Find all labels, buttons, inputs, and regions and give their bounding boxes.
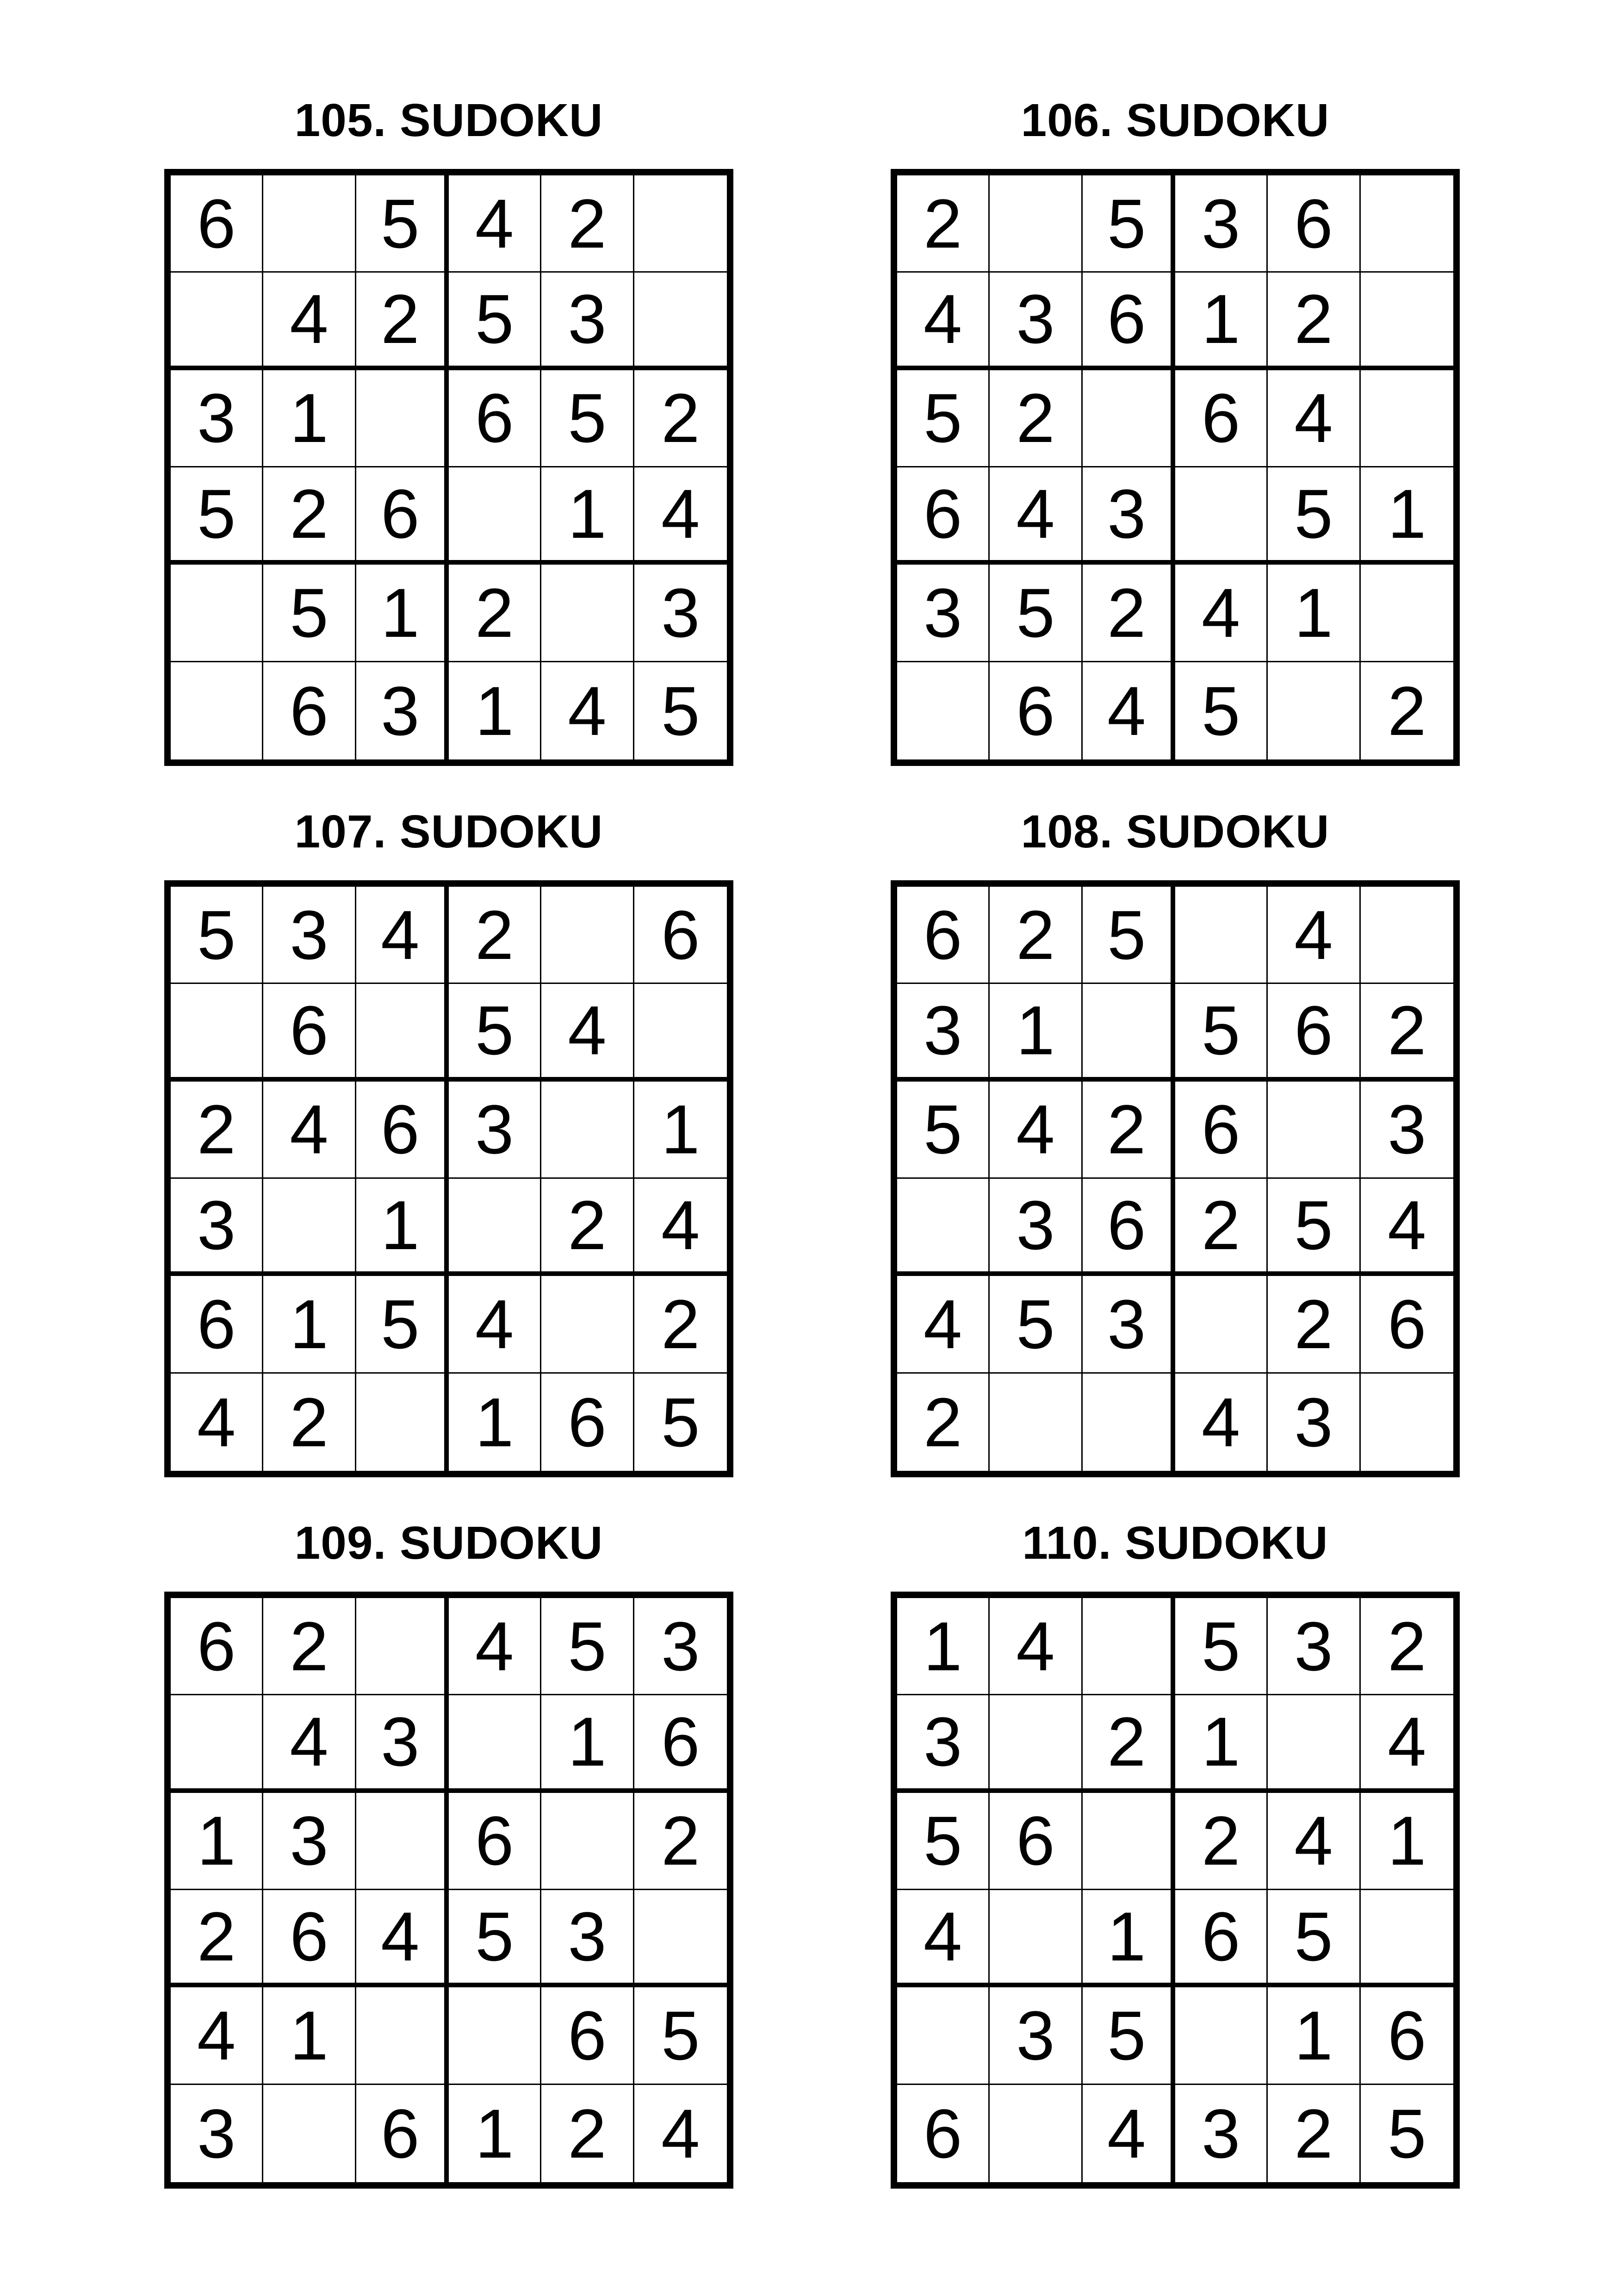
sudoku-cell[interactable]: 2 <box>1268 273 1360 370</box>
sudoku-cell[interactable] <box>1361 175 1453 273</box>
sudoku-cell[interactable]: 1 <box>1361 467 1453 565</box>
sudoku-cell[interactable]: 2 <box>990 370 1082 467</box>
sudoku-cell[interactable]: 2 <box>634 370 727 467</box>
sudoku-cell[interactable]: 2 <box>263 1598 356 1695</box>
sudoku-cell[interactable]: 4 <box>1361 1179 1453 1276</box>
sudoku-cell[interactable]: 6 <box>990 662 1082 759</box>
sudoku-cell[interactable] <box>263 2085 356 2182</box>
sudoku-cell[interactable]: 3 <box>990 273 1082 370</box>
sudoku-cell[interactable]: 4 <box>263 1082 356 1179</box>
sudoku-cell[interactable]: 4 <box>990 1082 1082 1179</box>
sudoku-cell[interactable] <box>263 1179 356 1276</box>
sudoku-cell[interactable]: 3 <box>171 2085 263 2182</box>
sudoku-cell[interactable]: 4 <box>634 1179 727 1276</box>
sudoku-grid <box>164 1592 733 2189</box>
sudoku-cell[interactable] <box>541 565 634 662</box>
sudoku-cell[interactable]: 6 <box>897 887 990 984</box>
sudoku-cell[interactable]: 2 <box>897 175 990 273</box>
sudoku-cell[interactable]: 5 <box>449 1890 541 1987</box>
sudoku-grid <box>164 169 733 766</box>
sudoku-cell[interactable] <box>541 1793 634 1890</box>
sudoku-cell[interactable]: 5 <box>263 565 356 662</box>
sudoku-cell[interactable]: 3 <box>1268 1374 1360 1471</box>
sudoku-cell[interactable]: 6 <box>171 1598 263 1695</box>
sudoku-cell[interactable]: 2 <box>171 1082 263 1179</box>
sudoku-cell[interactable]: 1 <box>990 984 1082 1081</box>
sudoku-cell[interactable]: 1 <box>263 1987 356 2084</box>
sudoku-cell[interactable] <box>449 1179 541 1276</box>
sudoku-cell[interactable] <box>1175 467 1268 565</box>
sudoku-cell[interactable]: 2 <box>634 1793 727 1890</box>
sudoku-cell[interactable]: 5 <box>897 1793 990 1890</box>
sudoku-cell[interactable]: 2 <box>1268 2085 1360 2182</box>
sudoku-cell[interactable]: 2 <box>1083 565 1175 662</box>
sudoku-cell[interactable]: 3 <box>897 565 990 662</box>
sudoku-cell[interactable] <box>356 370 449 467</box>
sudoku-cell[interactable]: 5 <box>1175 662 1268 759</box>
sudoku-cell[interactable]: 4 <box>1175 565 1268 662</box>
sudoku-cell[interactable] <box>634 1890 727 1987</box>
sudoku-cell[interactable]: 5 <box>897 1082 990 1179</box>
sudoku-cell[interactable] <box>356 1793 449 1890</box>
sudoku-cell[interactable] <box>1268 1082 1360 1179</box>
sudoku-cell[interactable] <box>1361 565 1453 662</box>
sudoku-cell[interactable]: 5 <box>634 1987 727 2084</box>
puzzle-title: 106. SUDOKU <box>1021 94 1330 146</box>
sudoku-cell[interactable]: 3 <box>356 662 449 759</box>
sudoku-cell[interactable] <box>171 984 263 1081</box>
sudoku-cell[interactable]: 3 <box>897 1695 990 1792</box>
sudoku-cell[interactable]: 1 <box>449 2085 541 2182</box>
sudoku-cell[interactable] <box>1175 887 1268 984</box>
sudoku-cell[interactable]: 1 <box>1175 273 1268 370</box>
sudoku-cell[interactable]: 3 <box>990 1179 1082 1276</box>
sudoku-cell[interactable]: 5 <box>1388 2094 1426 2172</box>
sudoku-cell[interactable]: 4 <box>990 1598 1082 1695</box>
sudoku-cell[interactable]: 1 <box>356 565 449 662</box>
sudoku-cell[interactable]: 2 <box>897 1374 990 1471</box>
sudoku-cell[interactable] <box>1361 887 1453 984</box>
sudoku-cell[interactable] <box>990 1695 1082 1792</box>
puzzle-title: 109. SUDOKU <box>294 1517 603 1569</box>
sudoku-cell[interactable] <box>1083 1374 1175 1471</box>
sudoku-cell[interactable]: 1 <box>1268 565 1360 662</box>
sudoku-cell[interactable]: 2 <box>263 467 356 565</box>
sudoku-cell[interactable]: 3 <box>897 984 990 1081</box>
sudoku-grid <box>164 880 733 1477</box>
sudoku-cell[interactable] <box>990 175 1082 273</box>
sudoku-cell[interactable]: 2 <box>541 2085 634 2182</box>
sudoku-cell[interactable]: 4 <box>661 2094 700 2172</box>
sudoku-cell[interactable]: 4 <box>897 1890 990 1987</box>
sudoku-cell[interactable]: 2 <box>634 1276 727 1373</box>
sudoku-cell[interactable]: 4 <box>449 1276 541 1373</box>
sudoku-cell[interactable]: 1 <box>356 1179 449 1276</box>
sudoku-cell[interactable]: 2 <box>1083 1695 1175 1792</box>
sudoku-cell[interactable] <box>171 273 263 370</box>
sudoku-cell[interactable]: 6 <box>541 1987 634 2084</box>
sudoku-cell[interactable]: 6 <box>1083 273 1175 370</box>
sudoku-cell[interactable]: 5 <box>356 1276 449 1373</box>
sudoku-cell[interactable]: 5 <box>661 672 700 750</box>
sudoku-cell[interactable]: 5 <box>541 370 634 467</box>
sudoku-cell[interactable]: 1 <box>171 1793 263 1890</box>
sudoku-cell[interactable] <box>356 1374 449 1471</box>
sudoku-cell[interactable] <box>356 984 449 1081</box>
sudoku-cell[interactable]: 1 <box>541 1695 634 1792</box>
sudoku-cell[interactable]: 5 <box>1083 175 1175 273</box>
sudoku-cell[interactable]: 5 <box>1268 467 1360 565</box>
sudoku-cell[interactable] <box>1268 662 1360 759</box>
sudoku-cell[interactable]: 2 <box>171 1890 263 1987</box>
sudoku-cell[interactable]: 3 <box>171 1179 263 1276</box>
sudoku-cell[interactable] <box>897 1179 990 1276</box>
sudoku-cell[interactable]: 2 <box>449 565 541 662</box>
sudoku-cell[interactable] <box>1361 273 1453 370</box>
sudoku-cell[interactable]: 6 <box>1361 1987 1453 2084</box>
sudoku-cell[interactable]: 2 <box>1175 1793 1268 1890</box>
sudoku-cell[interactable]: 6 <box>449 1793 541 1890</box>
sudoku-cell[interactable]: 6 <box>356 1082 449 1179</box>
sudoku-cell[interactable]: 2 <box>356 273 449 370</box>
sudoku-cell[interactable]: 5 <box>449 984 541 1081</box>
sudoku-cell[interactable]: 3 <box>634 565 727 662</box>
sudoku-cell[interactable] <box>541 1276 634 1373</box>
sudoku-cell[interactable]: 5 <box>541 1598 634 1695</box>
sudoku-cell[interactable] <box>897 1987 990 2084</box>
sudoku-grid <box>891 169 1460 766</box>
sudoku-cell[interactable] <box>634 175 727 273</box>
sudoku-cell[interactable]: 3 <box>171 370 263 467</box>
sudoku-grid <box>891 1592 1460 2189</box>
sudoku-cell[interactable]: 1 <box>634 1082 727 1179</box>
sudoku-cell[interactable]: 3 <box>990 1987 1082 2084</box>
sudoku-cell[interactable]: 2 <box>1361 1598 1453 1695</box>
sudoku-cell[interactable]: 6 <box>263 1890 356 1987</box>
sudoku-cell[interactable]: 3 <box>263 887 356 984</box>
sudoku-cell[interactable]: 6 <box>634 887 727 984</box>
sudoku-cell[interactable]: 6 <box>1268 984 1360 1081</box>
sudoku-cell[interactable]: 3 <box>449 1082 541 1179</box>
sudoku-cell[interactable]: 6 <box>263 984 356 1081</box>
sudoku-cell[interactable]: 4 <box>990 467 1082 565</box>
sudoku-cell[interactable]: 2 <box>1083 1082 1175 1179</box>
sudoku-cell[interactable]: 4 <box>1268 1793 1360 1890</box>
sudoku-cell[interactable]: 4 <box>356 1890 449 1987</box>
sudoku-cell[interactable]: 6 <box>1175 370 1268 467</box>
sudoku-cell[interactable] <box>171 565 263 662</box>
sudoku-cell[interactable] <box>1361 1374 1453 1471</box>
sudoku-cell[interactable]: 4 <box>356 887 449 984</box>
sudoku-cell[interactable] <box>897 662 990 759</box>
sudoku-cell[interactable]: 6 <box>171 1276 263 1373</box>
sudoku-cell[interactable]: 2 <box>263 1374 356 1471</box>
sudoku-cell[interactable]: 4 <box>897 1276 990 1373</box>
sudoku-cell[interactable]: 4 <box>1083 662 1175 759</box>
sudoku-cell[interactable]: 6 <box>1083 1179 1175 1276</box>
sudoku-cell[interactable] <box>449 1695 541 1792</box>
sudoku-cell[interactable] <box>1175 1276 1268 1373</box>
sudoku-cell[interactable]: 4 <box>541 662 634 759</box>
sudoku-cell[interactable] <box>990 1890 1082 1987</box>
sudoku-cell[interactable]: 6 <box>171 175 263 273</box>
sudoku-cell[interactable] <box>634 273 727 370</box>
sudoku-cell[interactable]: 6 <box>1268 175 1360 273</box>
sudoku-cell[interactable]: 1 <box>1361 1793 1453 1890</box>
sudoku-cell[interactable]: 1 <box>541 467 634 565</box>
sudoku-cell[interactable]: 4 <box>1083 2085 1175 2182</box>
sudoku-cell[interactable]: 6 <box>356 467 449 565</box>
sudoku-cell[interactable]: 4 <box>263 273 356 370</box>
puzzle-title: 110. SUDOKU <box>1022 1517 1328 1569</box>
sudoku-cell[interactable]: 5 <box>1083 887 1175 984</box>
sudoku-cell[interactable] <box>541 887 634 984</box>
sudoku-cell[interactable]: 4 <box>449 175 541 273</box>
sudoku-cell[interactable]: 4 <box>263 1695 356 1792</box>
sudoku-cell[interactable] <box>1083 984 1175 1081</box>
sudoku-cell[interactable] <box>449 467 541 565</box>
sudoku-cell[interactable]: 4 <box>171 1987 263 2084</box>
sudoku-cell[interactable]: 3 <box>1083 467 1175 565</box>
sudoku-cell[interactable]: 5 <box>1268 1890 1360 1987</box>
sudoku-cell[interactable]: 1 <box>1083 1890 1175 1987</box>
sudoku-cell[interactable]: 6 <box>541 1374 634 1471</box>
sudoku-cell[interactable]: 2 <box>1361 984 1453 1081</box>
sudoku-cell[interactable]: 5 <box>449 273 541 370</box>
sudoku-cell[interactable]: 5 <box>171 887 263 984</box>
sudoku-cell[interactable]: 3 <box>1175 2085 1268 2182</box>
sudoku-cell[interactable]: 4 <box>449 1598 541 1695</box>
sudoku-cell[interactable] <box>449 1987 541 2084</box>
puzzle-title: 105. SUDOKU <box>294 94 603 146</box>
sudoku-cell[interactable]: 5 <box>1268 1179 1360 1276</box>
sudoku-cell[interactable]: 5 <box>1083 1987 1175 2084</box>
sudoku-cell[interactable] <box>990 2085 1082 2182</box>
sudoku-cell[interactable]: 4 <box>1268 887 1360 984</box>
sudoku-cell[interactable]: 3 <box>1175 175 1268 273</box>
puzzle-title: 108. SUDOKU <box>1021 806 1330 858</box>
sudoku-cell[interactable] <box>263 175 356 273</box>
sudoku-cell[interactable] <box>541 1082 634 1179</box>
sudoku-cell[interactable]: 1 <box>449 1374 541 1471</box>
sudoku-cell[interactable]: 1 <box>263 1276 356 1373</box>
sudoku-cell[interactable]: 2 <box>1388 672 1426 750</box>
sudoku-cell[interactable]: 2 <box>541 175 634 273</box>
sudoku-cell[interactable]: 4 <box>541 984 634 1081</box>
sudoku-grid <box>891 880 1460 1477</box>
sudoku-cell[interactable]: 5 <box>661 1383 700 1461</box>
sudoku-cell[interactable]: 4 <box>634 467 727 565</box>
sudoku-cell[interactable]: 6 <box>449 370 541 467</box>
sudoku-cell[interactable]: 6 <box>634 1695 727 1792</box>
sudoku-cell[interactable]: 5 <box>990 1276 1082 1373</box>
sudoku-cell[interactable] <box>171 1695 263 1792</box>
sudoku-cell[interactable]: 3 <box>263 1793 356 1890</box>
sudoku-cell[interactable]: 1 <box>263 370 356 467</box>
sudoku-cell[interactable] <box>1361 370 1453 467</box>
sudoku-cell[interactable] <box>1361 1890 1453 1987</box>
sudoku-cell[interactable]: 6 <box>356 2085 449 2182</box>
sudoku-cell[interactable]: 1 <box>897 1598 990 1695</box>
sudoku-cell[interactable] <box>990 1374 1082 1471</box>
sudoku-cell[interactable]: 3 <box>1083 1276 1175 1373</box>
sudoku-cell[interactable]: 2 <box>1175 1179 1268 1276</box>
sudoku-cell[interactable]: 6 <box>897 467 990 565</box>
sudoku-cell[interactable] <box>1175 1987 1268 2084</box>
sudoku-cell[interactable] <box>356 1598 449 1695</box>
sudoku-cell[interactable]: 4 <box>171 1374 263 1471</box>
sudoku-cell[interactable] <box>356 1987 449 2084</box>
sudoku-cell[interactable]: 5 <box>990 565 1082 662</box>
sudoku-cell[interactable] <box>634 984 727 1081</box>
sudoku-cell[interactable]: 3 <box>356 1695 449 1792</box>
sudoku-cell[interactable]: 4 <box>897 273 990 370</box>
sudoku-cell[interactable]: 3 <box>541 273 634 370</box>
sudoku-cell[interactable]: 3 <box>541 1890 634 1987</box>
sudoku-cell[interactable]: 5 <box>171 467 263 565</box>
sudoku-cell[interactable]: 3 <box>634 1598 727 1695</box>
sudoku-cell[interactable]: 6 <box>1175 1890 1268 1987</box>
sudoku-cell[interactable]: 3 <box>1268 1598 1360 1695</box>
sudoku-cell[interactable]: 3 <box>1361 1082 1453 1179</box>
sudoku-cell[interactable]: 5 <box>1175 1598 1268 1695</box>
sudoku-cell[interactable]: 6 <box>897 2085 990 2182</box>
sudoku-cell[interactable]: 1 <box>449 662 541 759</box>
sudoku-cell[interactable] <box>1268 1695 1360 1792</box>
puzzle-title: 107. SUDOKU <box>294 806 603 858</box>
sudoku-cell[interactable]: 6 <box>990 1793 1082 1890</box>
sudoku-cell[interactable] <box>1083 1598 1175 1695</box>
sudoku-cell[interactable]: 2 <box>541 1179 634 1276</box>
sudoku-cell[interactable]: 5 <box>356 175 449 273</box>
sudoku-cell[interactable]: 1 <box>1175 1695 1268 1792</box>
sudoku-cell[interactable]: 4 <box>1175 1374 1268 1471</box>
sudoku-cell[interactable] <box>1083 1793 1175 1890</box>
sudoku-cell[interactable]: 4 <box>1361 1695 1453 1792</box>
sudoku-cell[interactable]: 1 <box>1268 1987 1360 2084</box>
sudoku-cell[interactable]: 2 <box>449 887 541 984</box>
sudoku-cell[interactable] <box>1083 370 1175 467</box>
sudoku-cell[interactable]: 6 <box>1361 1276 1453 1373</box>
sudoku-cell[interactable]: 2 <box>990 887 1082 984</box>
sudoku-cell[interactable]: 5 <box>1175 984 1268 1081</box>
sudoku-cell[interactable]: 4 <box>1268 370 1360 467</box>
sudoku-cell[interactable]: 5 <box>897 370 990 467</box>
sudoku-cell[interactable]: 6 <box>263 662 356 759</box>
sudoku-cell[interactable]: 6 <box>1175 1082 1268 1179</box>
sudoku-cell[interactable]: 2 <box>1268 1276 1360 1373</box>
sudoku-cell[interactable] <box>171 662 263 759</box>
